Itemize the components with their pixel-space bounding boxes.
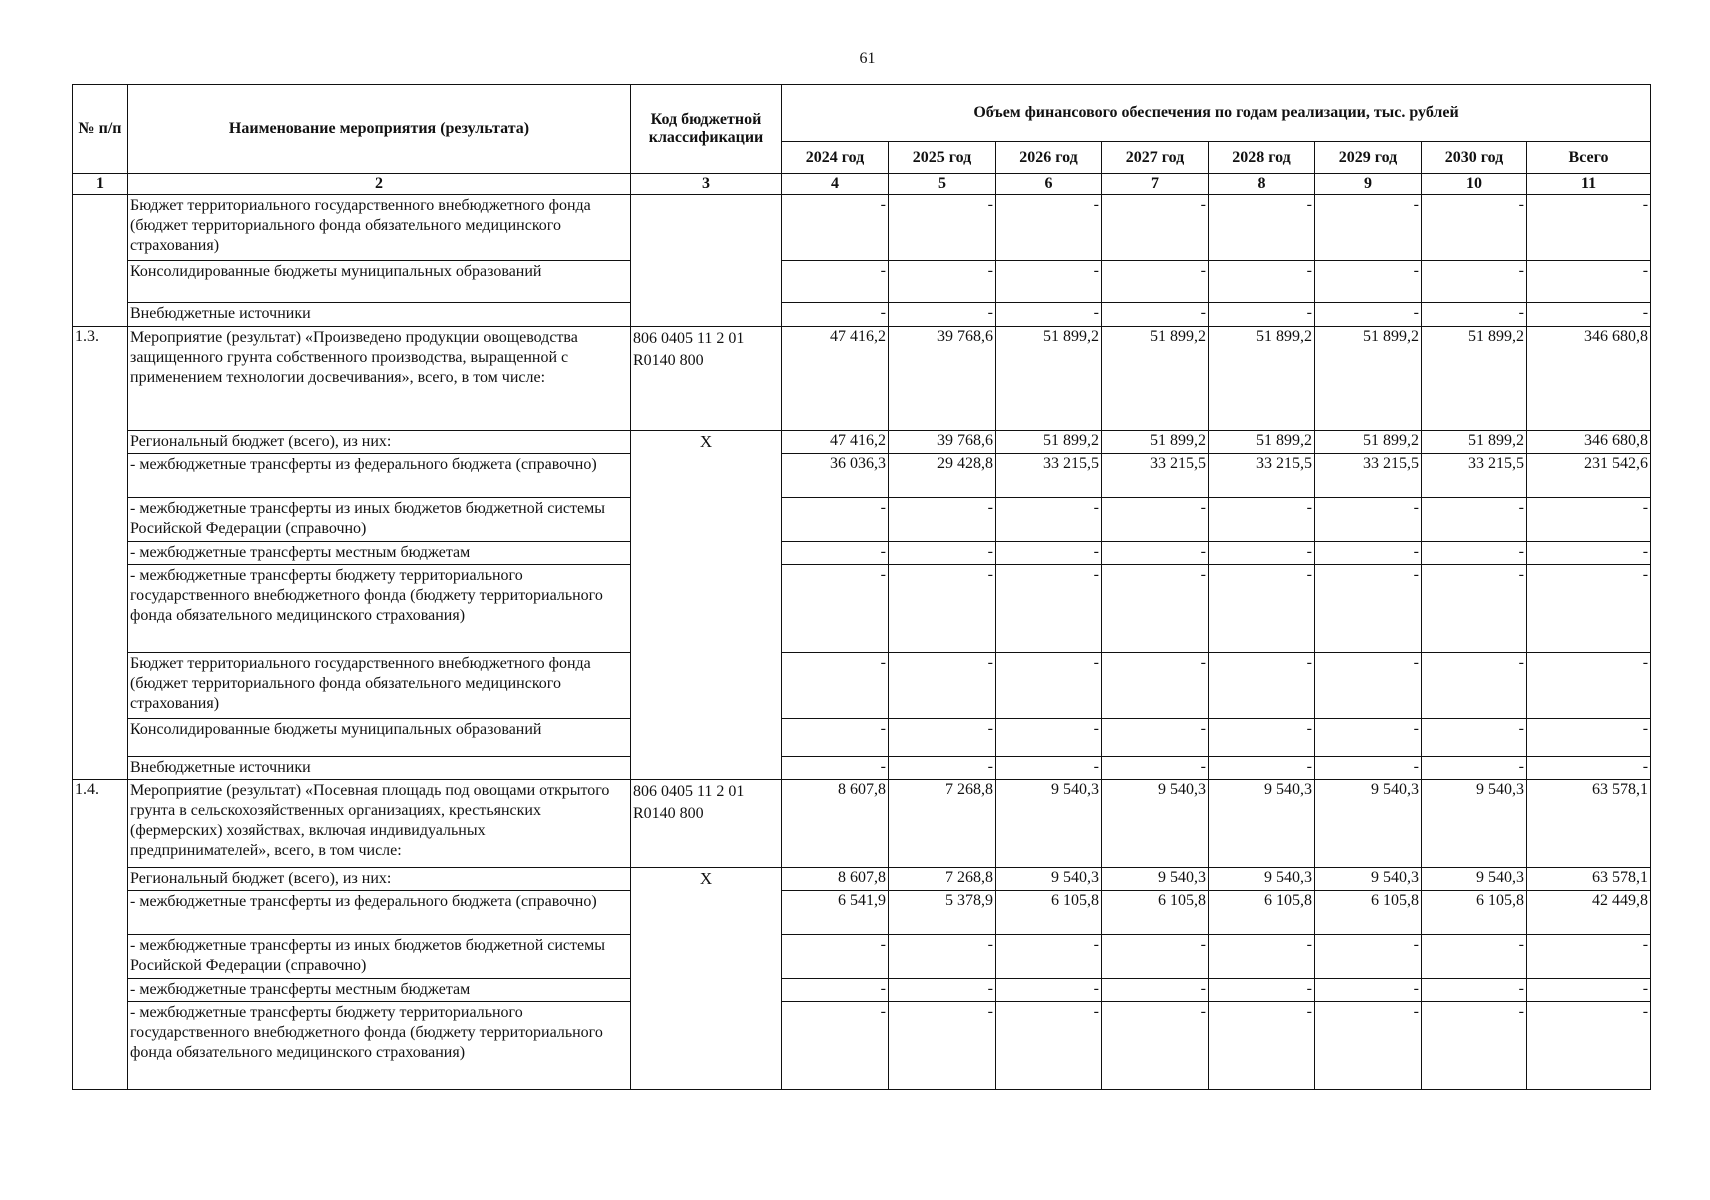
header-total: Всего xyxy=(1527,142,1651,174)
dash-cell: - xyxy=(1209,261,1315,303)
table-row xyxy=(73,935,1651,979)
dash-cell: - xyxy=(1315,979,1422,1002)
table-row xyxy=(73,303,1651,327)
dash-cell: - xyxy=(1315,935,1422,979)
column-number: 2 xyxy=(128,174,631,195)
dash-cell: - xyxy=(889,935,996,979)
value-cell: 346 680,8 xyxy=(1527,327,1651,431)
dash-cell: - xyxy=(1527,979,1651,1002)
dash-cell: - xyxy=(996,979,1102,1002)
value-cell: 47 416,2 xyxy=(782,431,889,454)
value-cell: 51 899,2 xyxy=(1422,327,1527,431)
value-cell: 42 449,8 xyxy=(1527,891,1651,935)
dash-cell: - xyxy=(1209,1002,1315,1090)
header-finance: Объем финансового обеспечения по годам реализации, тыс. рублей xyxy=(782,85,1651,142)
dash-cell: - xyxy=(1102,653,1209,719)
dash-cell: - xyxy=(1422,303,1527,327)
dash-cell: - xyxy=(1102,261,1209,303)
value-cell: 51 899,2 xyxy=(996,431,1102,454)
value-cell: 6 541,9 xyxy=(782,891,889,935)
column-number-row xyxy=(73,174,1651,195)
table-row xyxy=(73,431,1651,454)
row-name: - межбюджетные трансферты из федерального бюджета (справочно) xyxy=(128,891,631,935)
value-cell: 9 540,3 xyxy=(1102,868,1209,891)
dash-cell: - xyxy=(996,935,1102,979)
dash-cell: - xyxy=(1209,565,1315,653)
dash-cell: - xyxy=(996,653,1102,719)
header-year: 2028 год xyxy=(1209,142,1315,174)
dash-cell: - xyxy=(1422,719,1527,757)
column-number: 7 xyxy=(1102,174,1209,195)
table-row xyxy=(73,565,1651,653)
table-row xyxy=(73,757,1651,780)
dash-cell: - xyxy=(1527,653,1651,719)
value-cell: 9 540,3 xyxy=(1315,868,1422,891)
dash-cell: - xyxy=(1315,1002,1422,1090)
value-cell: 9 540,3 xyxy=(996,780,1102,868)
dash-cell: - xyxy=(1527,498,1651,542)
x-mark: X xyxy=(631,431,782,780)
row-name: - межбюджетные трансферты из федерального бюджета (справочно) xyxy=(128,454,631,498)
dash-cell: - xyxy=(1102,303,1209,327)
column-number: 3 xyxy=(631,174,782,195)
column-number: 11 xyxy=(1527,174,1651,195)
value-cell: 231 542,6 xyxy=(1527,454,1651,498)
row-name: - межбюджетные трансферты бюджету территориального государственного внебюджетного фонда (бюджету территориального фонда обязательного медицинского страхования) xyxy=(128,565,631,653)
dash-cell: - xyxy=(782,498,889,542)
dash-cell: - xyxy=(782,261,889,303)
value-cell: 9 540,3 xyxy=(996,868,1102,891)
header-year: 2030 год xyxy=(1422,142,1527,174)
value-cell: 51 899,2 xyxy=(1102,327,1209,431)
dash-cell: - xyxy=(996,757,1102,780)
dash-cell: - xyxy=(996,565,1102,653)
value-cell: 9 540,3 xyxy=(1209,868,1315,891)
dash-cell: - xyxy=(782,653,889,719)
page-number: 61 xyxy=(859,50,876,67)
dash-cell: - xyxy=(782,565,889,653)
value-cell: 33 215,5 xyxy=(1422,454,1527,498)
dash-cell: - xyxy=(1315,757,1422,780)
value-cell: 8 607,8 xyxy=(782,780,889,868)
dash-cell: - xyxy=(1209,935,1315,979)
dash-cell: - xyxy=(889,565,996,653)
header-year: 2024 год xyxy=(782,142,889,174)
table-row xyxy=(73,868,1651,891)
header-code: Код бюджетной классификации xyxy=(631,85,782,174)
dash-cell: - xyxy=(1422,653,1527,719)
dash-cell: - xyxy=(1102,565,1209,653)
dash-cell: - xyxy=(1422,979,1527,1002)
dash-cell: - xyxy=(1102,719,1209,757)
event-name: Мероприятие (результат) «Произведено продукции овощеводства защищенного грунта собственного производства, выращенной с применением технологии досвечивания», всего, в том числе: xyxy=(128,327,631,431)
table-row xyxy=(73,542,1651,565)
row-name: Бюджет территориального государственного внебюджетного фонда (бюджет территориального фонда обязательного медицинского страхования) xyxy=(128,653,631,719)
value-cell: 51 899,2 xyxy=(1209,327,1315,431)
row-index xyxy=(73,195,128,327)
dash-cell: - xyxy=(889,542,996,565)
dash-cell: - xyxy=(1527,757,1651,780)
empty-code-cell xyxy=(631,195,782,327)
dash-cell: - xyxy=(1315,719,1422,757)
row-name: - межбюджетные трансферты из иных бюджетов бюджетной системы Росийской Федерации (справочно) xyxy=(128,498,631,542)
dash-cell: - xyxy=(782,935,889,979)
value-cell: 51 899,2 xyxy=(1315,327,1422,431)
value-cell: 51 899,2 xyxy=(1315,431,1422,454)
row-name: Консолидированные бюджеты муниципальных образований xyxy=(128,261,631,303)
dash-cell: - xyxy=(889,1002,996,1090)
dash-cell: - xyxy=(889,719,996,757)
dash-cell: - xyxy=(1422,498,1527,542)
dash-cell: - xyxy=(1422,195,1527,261)
value-cell: 29 428,8 xyxy=(889,454,996,498)
dash-cell: - xyxy=(889,498,996,542)
value-cell: 33 215,5 xyxy=(1209,454,1315,498)
column-number: 10 xyxy=(1422,174,1527,195)
row-name: Консолидированные бюджеты муниципальных образований xyxy=(128,719,631,757)
header-name: Наименование мероприятия (результата) xyxy=(128,85,631,174)
row-name: - межбюджетные трансферты из иных бюджетов бюджетной системы Росийской Федерации (справочно) xyxy=(128,935,631,979)
x-mark: X xyxy=(631,868,782,1090)
dash-cell: - xyxy=(996,195,1102,261)
table-row xyxy=(73,327,1651,431)
dash-cell: - xyxy=(782,542,889,565)
value-cell: 51 899,2 xyxy=(1209,431,1315,454)
value-cell: 33 215,5 xyxy=(1315,454,1422,498)
dash-cell: - xyxy=(1102,979,1209,1002)
value-cell: 9 540,3 xyxy=(1422,780,1527,868)
dash-cell: - xyxy=(889,757,996,780)
dash-cell: - xyxy=(782,979,889,1002)
dash-cell: - xyxy=(1102,195,1209,261)
value-cell: 63 578,1 xyxy=(1527,868,1651,891)
dash-cell: - xyxy=(1422,757,1527,780)
row-name: Внебюджетные источники xyxy=(128,757,631,780)
header-index: № п/п xyxy=(73,85,128,174)
header-year: 2026 год xyxy=(996,142,1102,174)
dash-cell: - xyxy=(1315,195,1422,261)
dash-cell: - xyxy=(996,303,1102,327)
dash-cell: - xyxy=(889,303,996,327)
dash-cell: - xyxy=(1209,757,1315,780)
value-cell: 51 899,2 xyxy=(1102,431,1209,454)
value-cell: 6 105,8 xyxy=(1422,891,1527,935)
dash-cell: - xyxy=(782,757,889,780)
finance-table xyxy=(72,84,1651,1090)
value-cell: 6 105,8 xyxy=(996,891,1102,935)
budget-code: 806 0405 11 2 01 R0140 800 xyxy=(631,780,782,868)
table-row xyxy=(73,498,1651,542)
value-cell: 36 036,3 xyxy=(782,454,889,498)
column-number: 5 xyxy=(889,174,996,195)
table-row xyxy=(73,719,1651,757)
value-cell: 39 768,6 xyxy=(889,327,996,431)
dash-cell: - xyxy=(996,498,1102,542)
table-body xyxy=(73,174,1651,1090)
value-cell: 7 268,8 xyxy=(889,868,996,891)
value-cell: 5 378,9 xyxy=(889,891,996,935)
dash-cell: - xyxy=(996,261,1102,303)
dash-cell: - xyxy=(1527,303,1651,327)
row-name: - межбюджетные трансферты бюджету территориального государственного внебюджетного фонда (бюджету территориального фонда обязательного медицинского страхования) xyxy=(128,1002,631,1090)
column-number: 8 xyxy=(1209,174,1315,195)
row-name: - межбюджетные трансферты местным бюджетам xyxy=(128,979,631,1002)
dash-cell: - xyxy=(1209,719,1315,757)
header-year: 2027 год xyxy=(1102,142,1209,174)
value-cell: 33 215,5 xyxy=(996,454,1102,498)
value-cell: 9 540,3 xyxy=(1209,780,1315,868)
dash-cell: - xyxy=(1102,757,1209,780)
value-cell: 9 540,3 xyxy=(1315,780,1422,868)
dash-cell: - xyxy=(996,1002,1102,1090)
table-row xyxy=(73,653,1651,719)
row-name: Бюджет территориального государственного внебюджетного фонда (бюджет территориального фонда обязательного медицинского страхования) xyxy=(128,195,631,261)
table-row xyxy=(73,979,1651,1002)
dash-cell: - xyxy=(1315,542,1422,565)
dash-cell: - xyxy=(782,719,889,757)
dash-cell: - xyxy=(1527,261,1651,303)
value-cell: 39 768,6 xyxy=(889,431,996,454)
table-row xyxy=(73,195,1651,261)
table-row xyxy=(73,261,1651,303)
dash-cell: - xyxy=(782,195,889,261)
column-number: 6 xyxy=(996,174,1102,195)
dash-cell: - xyxy=(889,261,996,303)
column-number: 9 xyxy=(1315,174,1422,195)
dash-cell: - xyxy=(889,195,996,261)
dash-cell: - xyxy=(1527,195,1651,261)
value-cell: 63 578,1 xyxy=(1527,780,1651,868)
dash-cell: - xyxy=(1315,565,1422,653)
value-cell: 33 215,5 xyxy=(1102,454,1209,498)
dash-cell: - xyxy=(1527,565,1651,653)
dash-cell: - xyxy=(1527,1002,1651,1090)
dash-cell: - xyxy=(1102,1002,1209,1090)
row-index: 1.4. xyxy=(73,780,128,1090)
dash-cell: - xyxy=(1315,498,1422,542)
value-cell: 51 899,2 xyxy=(996,327,1102,431)
dash-cell: - xyxy=(1209,542,1315,565)
dash-cell: - xyxy=(889,979,996,1002)
dash-cell: - xyxy=(1527,719,1651,757)
dash-cell: - xyxy=(1527,935,1651,979)
budget-code: 806 0405 11 2 01 R0140 800 xyxy=(631,327,782,431)
event-name: Мероприятие (результат) «Посевная площадь под овощами открытого грунта в сельскохозяйственных организациях, крестьянских (фермерских) хозяйствах, включая индивидуальных предпринимателей», всего, в том числе: xyxy=(128,780,631,868)
table-row xyxy=(73,454,1651,498)
row-name: Региональный бюджет (всего), из них: xyxy=(128,431,631,454)
dash-cell: - xyxy=(1315,261,1422,303)
column-number: 4 xyxy=(782,174,889,195)
dash-cell: - xyxy=(1209,653,1315,719)
dash-cell: - xyxy=(1209,498,1315,542)
dash-cell: - xyxy=(782,303,889,327)
column-number: 1 xyxy=(73,174,128,195)
dash-cell: - xyxy=(1102,935,1209,979)
dash-cell: - xyxy=(1422,935,1527,979)
row-name: Внебюджетные источники xyxy=(128,303,631,327)
value-cell: 7 268,8 xyxy=(889,780,996,868)
dash-cell: - xyxy=(996,719,1102,757)
value-cell: 346 680,8 xyxy=(1527,431,1651,454)
dash-cell: - xyxy=(1102,542,1209,565)
value-cell: 6 105,8 xyxy=(1209,891,1315,935)
dash-cell: - xyxy=(782,1002,889,1090)
dash-cell: - xyxy=(1209,303,1315,327)
table-row xyxy=(73,1002,1651,1090)
dash-cell: - xyxy=(1315,303,1422,327)
header-year: 2025 год xyxy=(889,142,996,174)
dash-cell: - xyxy=(1422,261,1527,303)
header-year: 2029 год xyxy=(1315,142,1422,174)
dash-cell: - xyxy=(1102,498,1209,542)
value-cell: 9 540,3 xyxy=(1422,868,1527,891)
table-row xyxy=(73,780,1651,868)
value-cell: 6 105,8 xyxy=(1315,891,1422,935)
dash-cell: - xyxy=(1209,195,1315,261)
value-cell: 47 416,2 xyxy=(782,327,889,431)
value-cell: 9 540,3 xyxy=(1102,780,1209,868)
dash-cell: - xyxy=(1527,542,1651,565)
dash-cell: - xyxy=(996,542,1102,565)
row-name: - межбюджетные трансферты местным бюджетам xyxy=(128,542,631,565)
dash-cell: - xyxy=(1422,1002,1527,1090)
dash-cell: - xyxy=(1422,565,1527,653)
dash-cell: - xyxy=(889,653,996,719)
value-cell: 8 607,8 xyxy=(782,868,889,891)
value-cell: 6 105,8 xyxy=(1102,891,1209,935)
dash-cell: - xyxy=(1422,542,1527,565)
table-row xyxy=(73,891,1651,935)
dash-cell: - xyxy=(1209,979,1315,1002)
dash-cell: - xyxy=(1315,653,1422,719)
row-index: 1.3. xyxy=(73,327,128,780)
row-name: Региональный бюджет (всего), из них: xyxy=(128,868,631,891)
value-cell: 51 899,2 xyxy=(1422,431,1527,454)
